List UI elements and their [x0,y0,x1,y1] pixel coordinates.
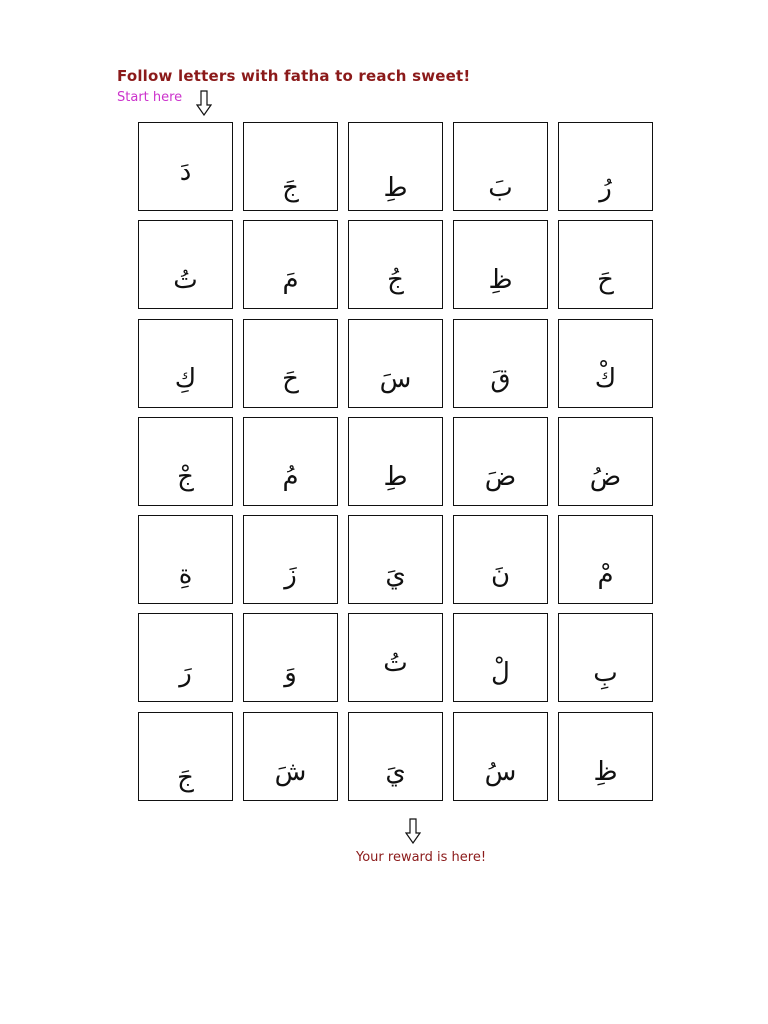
arabic-letter: يَ [385,560,406,591]
maze-cell[interactable] [243,712,338,801]
arabic-letter: تُ [173,265,198,296]
arabic-letter: مْ [597,560,614,591]
maze-cell[interactable] [558,220,653,309]
worksheet-title: Follow letters with fatha to reach sweet! [117,67,471,85]
arabic-letter: قَ [490,363,511,394]
maze-cell[interactable] [453,515,548,604]
maze-cell[interactable] [348,712,443,801]
maze-cell[interactable] [348,417,443,506]
arabic-letter: كْ [594,363,617,394]
arabic-letter: بَ [488,173,513,203]
arabic-letter: رَ [179,658,192,689]
arabic-letter: ظِ [593,756,618,787]
maze-cell[interactable] [348,319,443,408]
arabic-letter: جَ [177,762,194,793]
maze-cell[interactable] [138,319,233,408]
arabic-letter: لْ [491,658,510,689]
arabic-letter: رُ [599,173,612,203]
maze-cell[interactable] [453,613,548,702]
maze-cell[interactable] [243,122,338,211]
letter-maze-grid [138,122,652,801]
maze-cell[interactable] [138,613,233,702]
maze-cell[interactable] [453,122,548,211]
arabic-letter: ضُ [589,461,622,492]
maze-cell[interactable] [558,417,653,506]
arabic-letter: جْ [177,461,194,492]
maze-cell[interactable] [453,220,548,309]
start-label: Start here [117,90,183,105]
arabic-letter: ضَ [484,461,517,492]
arabic-letter: جَ [282,173,299,203]
arabic-letter: مَ [282,265,299,296]
maze-cell[interactable] [138,515,233,604]
maze-cell[interactable] [348,122,443,211]
arabic-letter: زَ [284,560,297,591]
arabic-letter: ظِ [488,265,513,296]
maze-cell[interactable] [348,515,443,604]
arabic-letter: تُ [383,648,408,679]
arabic-letter: دَ [179,157,192,187]
maze-cell[interactable] [558,613,653,702]
arabic-letter: وَ [284,658,297,689]
arabic-letter: شَ [274,756,307,787]
maze-cell[interactable] [243,319,338,408]
maze-cell[interactable] [348,220,443,309]
arabic-letter: نَ [490,560,511,591]
maze-cell[interactable] [453,712,548,801]
arabic-letter: مُ [282,461,299,492]
arabic-letter: بِ [593,658,618,689]
maze-cell[interactable] [558,712,653,801]
arabic-letter: طِ [383,173,408,203]
arabic-letter: يَ [385,756,406,787]
arabic-letter: جُ [387,265,404,296]
arabic-letter: ةِ [178,560,193,591]
maze-cell[interactable] [558,515,653,604]
reward-label: Your reward is here! [356,850,487,865]
maze-cell[interactable] [558,122,653,211]
maze-cell[interactable] [138,712,233,801]
arabic-letter: حَ [597,265,614,296]
maze-cell[interactable] [138,122,233,211]
arabic-letter: طِ [383,461,408,492]
maze-cell[interactable] [558,319,653,408]
arabic-letter: سُ [484,756,517,787]
down-arrow-icon [196,90,212,116]
maze-cell[interactable] [243,417,338,506]
maze-cell[interactable] [453,319,548,408]
maze-cell[interactable] [243,220,338,309]
down-arrow-icon [405,818,421,844]
maze-cell[interactable] [453,417,548,506]
maze-cell[interactable] [138,417,233,506]
maze-cell[interactable] [243,613,338,702]
maze-cell[interactable] [138,220,233,309]
arabic-letter: كِ [174,363,197,394]
maze-cell[interactable] [348,613,443,702]
maze-cell[interactable] [243,515,338,604]
arabic-letter: سَ [379,363,412,394]
arabic-letter: حَ [282,363,299,394]
